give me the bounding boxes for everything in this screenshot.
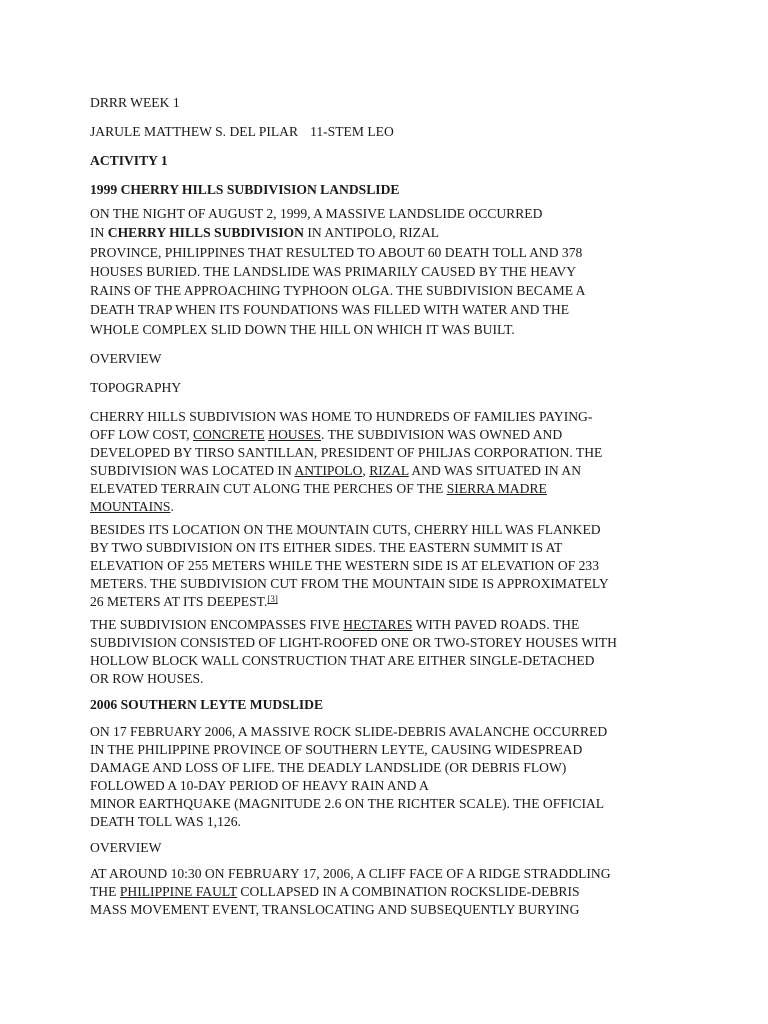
topography-label [90, 379, 686, 397]
concrete-link[interactable]: CONCRETE [192, 427, 265, 443]
paragraph-line: ON 17 FEBRUARY 2006, A MASSIVE ROCK SLIDE-DEBRIS AVALANCHE OCCURRED [90, 724, 608, 740]
paragraph-line: MASS MOVEMENT EVENT, TRANSLOCATING AND SUBSEQUENTLY BURYING [90, 902, 580, 918]
paragraph-text: OFF LOW COST, [90, 427, 193, 443]
overview-text: OVERVIEW [90, 351, 162, 367]
paragraph-text: THE SUBDIVISION ENCOMPASSES FIVE [90, 617, 344, 633]
author-line [90, 123, 686, 141]
paragraph-text: THE [90, 884, 120, 900]
rizal-link[interactable]: RIZAL [369, 463, 409, 479]
paragraph-line: ELEVATION OF 255 METERS WHILE THE WESTERN SIDE IS AT ELEVATION OF 233 [90, 558, 600, 574]
hectares-link[interactable]: HECTARES [343, 617, 413, 633]
leyte-intro [90, 723, 686, 831]
paragraph-line [90, 480, 686, 498]
activity-label: ACTIVITY 1 [90, 153, 168, 168]
paragraph-line: DAMAGE AND LOSS OF LIFE. THE DEADLY LANDSLIDE (OR DEBRIS FLOW) [90, 760, 567, 776]
paragraph-line: DEVELOPED BY TIRSO SANTILLAN, PRESIDENT OF PHILJAS CORPORATION. THE [90, 445, 603, 461]
intro-line [90, 223, 686, 242]
paragraph-text: AND WAS SITUATED IN AN [408, 463, 582, 479]
sierra-madre-link[interactable]: SIERRA MADRE [446, 481, 547, 497]
leyte-heading-text: 2006 SOUTHERN LEYTE MUDSLIDE [90, 697, 324, 713]
paragraph-line: AT AROUND 10:30 ON FEBRUARY 17, 2006, A CLIFF FACE OF A RIDGE STRADDLING [90, 866, 611, 882]
intro-text: IN ANTIPOLO, RIZAL [303, 225, 440, 241]
intro-line: RAINS OF THE APPROACHING TYPHOON OLGA. THE SUBDIVISION BECAME A [90, 283, 586, 299]
paragraph-line: OR ROW HOUSES. [90, 671, 204, 687]
leyte-overview-paragraph [90, 865, 686, 919]
paragraph-text: . [170, 499, 174, 515]
cherry-hills-intro [90, 204, 686, 339]
paragraph-line: SUBDIVISION CONSISTED OF LIGHT-ROOFED ONE OR TWO-STOREY HOUSES WITH [90, 635, 617, 651]
paragraph-line [90, 498, 686, 516]
houses-link[interactable]: HOUSES [268, 427, 322, 443]
cherry-hills-name: CHERRY HILLS SUBDIVISION [107, 225, 304, 241]
overview-text: OVERVIEW [90, 840, 162, 856]
paragraph-line: METERS. THE SUBDIVISION CUT FROM THE MOUNTAIN SIDE IS APPROXIMATELY [90, 576, 609, 592]
student-name: JARULE MATTHEW S. DEL PILAR [90, 124, 299, 139]
antipolo-link[interactable]: ANTIPOLO [294, 463, 363, 479]
course-title: DRRR WEEK 1 [90, 95, 180, 110]
paragraph-line: BESIDES ITS LOCATION ON THE MOUNTAIN CUTS, CHERRY HILL WAS FLANKED [90, 522, 601, 538]
activity-title [90, 152, 686, 170]
paragraph-text: . THE SUBDIVISION WAS OWNED AND [321, 427, 563, 443]
paragraph-line [90, 426, 686, 444]
paragraph-line: FOLLOWED A 10-DAY PERIOD OF HEAVY RAIN AND A [90, 778, 429, 794]
location-paragraph [90, 521, 686, 611]
reference-link[interactable]: [3] [267, 594, 278, 605]
paragraph-line [90, 462, 686, 480]
course-line [90, 94, 686, 112]
paragraph-text: ELEVATED TERRAIN CUT ALONG THE PERCHES OF THE [90, 481, 447, 497]
paragraph-line: IN THE PHILIPPINE PROVINCE OF SOUTHERN LEYTE, CAUSING WIDESPREAD [90, 742, 583, 758]
paragraph-line: BY TWO SUBDIVISION ON ITS EITHER SIDES. THE EASTERN SUMMIT IS AT [90, 540, 563, 556]
cherry-hills-heading [90, 181, 686, 199]
intro-line: HOUSES BURIED. THE LANDSLIDE WAS PRIMARILY CAUSED BY THE HEAVY [90, 263, 577, 279]
paragraph-line: CHERRY HILLS SUBDIVISION WAS HOME TO HUNDREDS OF FAMILIES PAYING- [90, 409, 593, 425]
cherry-hills-heading-text: 1999 CHERRY HILLS SUBDIVISION LANDSLIDE [90, 182, 400, 197]
topography-text: TOPOGRAPHY [90, 380, 182, 396]
intro-line: ON THE NIGHT OF AUGUST 2, 1999, A MASSIVE LANDSLIDE OCCURRED [90, 206, 543, 221]
section-name: 11-STEM LEO [310, 124, 394, 139]
paragraph-line [90, 616, 686, 634]
intro-line: PROVINCE, PHILIPPINES THAT RESULTED TO ABOUT 60 DEATH TOLL AND 378 [90, 244, 583, 260]
paragraph-line: MINOR EARTHQUAKE (MAGNITUDE 2.6 ON THE RICHTER SCALE). THE OFFICIAL [90, 796, 605, 812]
mountains-link[interactable]: MOUNTAINS [90, 499, 171, 515]
intro-text: IN [90, 225, 108, 241]
paragraph-text: , [362, 463, 370, 479]
encompass-paragraph [90, 616, 686, 688]
document-body [90, 94, 686, 919]
leyte-heading [90, 696, 686, 714]
paragraph-text: 26 METERS AT ITS DEEPEST. [90, 594, 268, 610]
intro-line: DEATH TRAP WHEN ITS FOUNDATIONS WAS FILLED WITH WATER AND THE [90, 302, 570, 318]
leyte-overview-label [90, 839, 686, 857]
topography-paragraph [90, 408, 686, 516]
paragraph-line: DEATH TOLL WAS 1,126. [90, 814, 241, 830]
paragraph-line: HOLLOW BLOCK WALL CONSTRUCTION THAT ARE EITHER SINGLE-DETACHED [90, 653, 595, 669]
paragraph-text: COLLAPSED IN A COMBINATION ROCKSLIDE-DEBRIS [237, 884, 580, 900]
paragraph-line [90, 593, 686, 611]
philippine-fault-link[interactable]: PHILIPPINE FAULT [119, 884, 238, 900]
paragraph-line [90, 883, 686, 901]
overview-label [90, 350, 686, 368]
paragraph-text: SUBDIVISION WAS LOCATED IN [90, 463, 295, 479]
paragraph-text: WITH PAVED ROADS. THE [412, 617, 580, 633]
intro-line: WHOLE COMPLEX SLID DOWN THE HILL ON WHICH IT WAS BUILT. [90, 321, 515, 337]
